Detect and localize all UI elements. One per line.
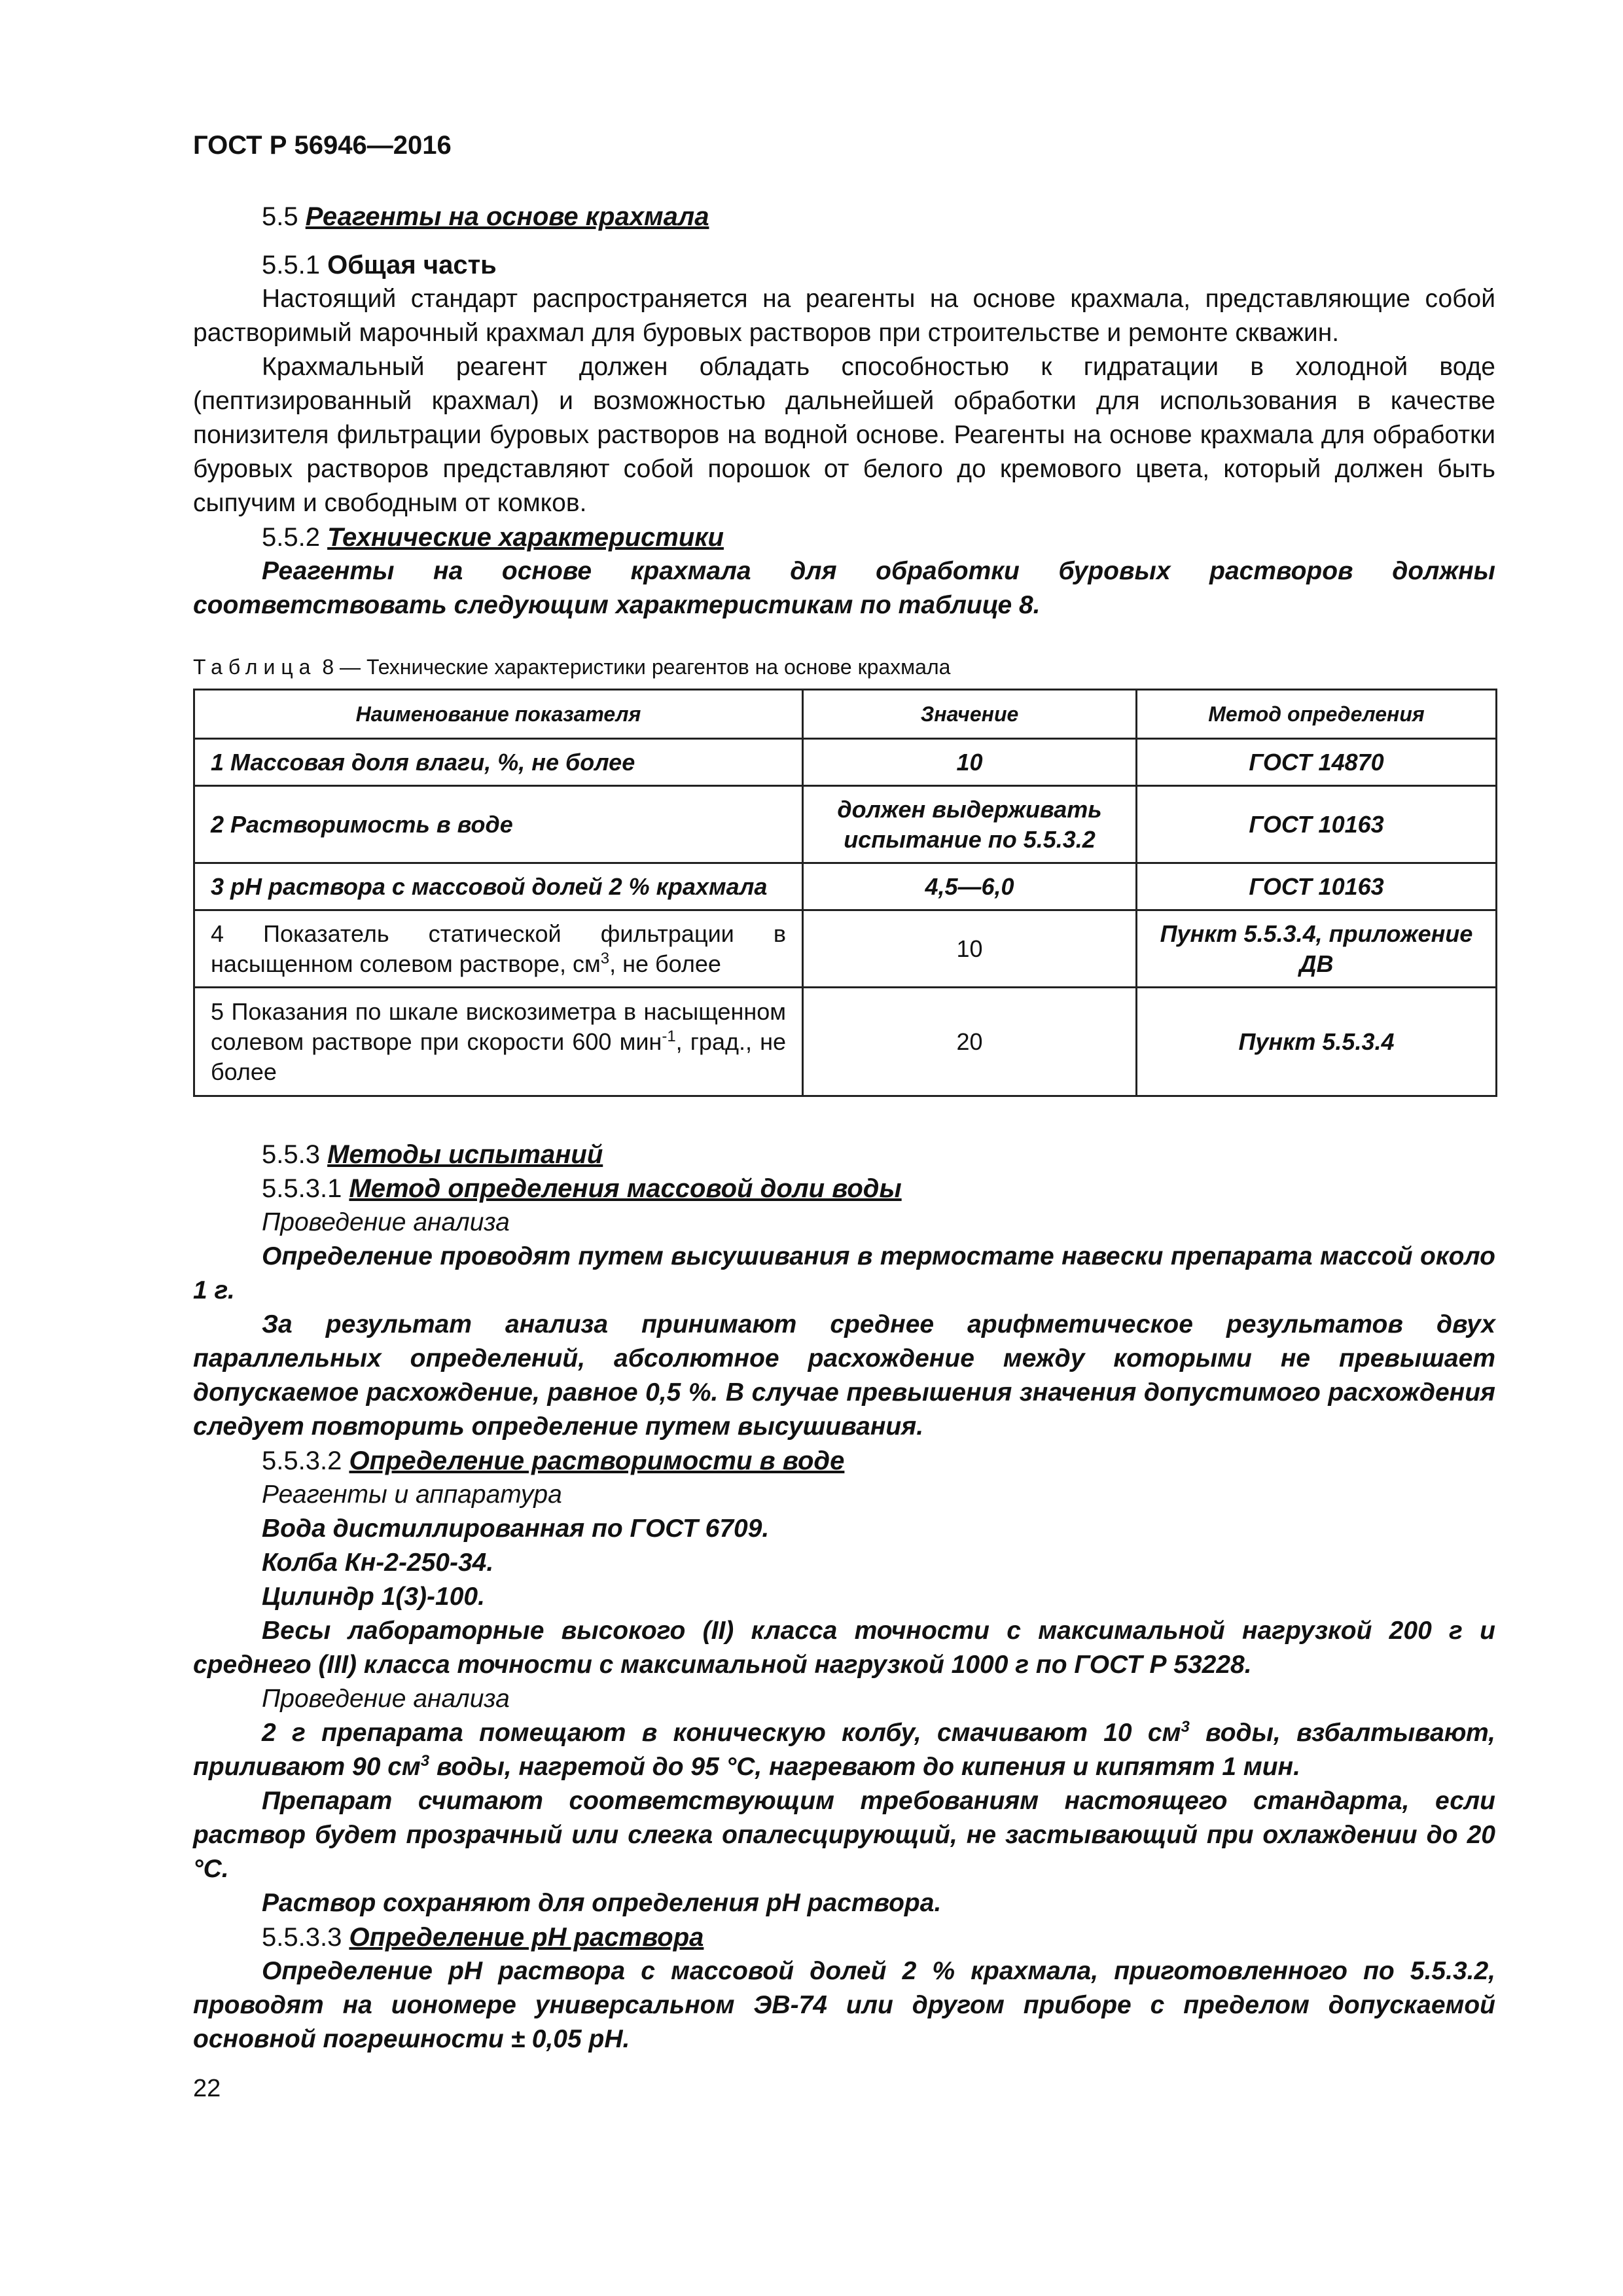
methods-heading: 5.5.3 Методы испытаний bbox=[262, 1140, 603, 1169]
method2-item-4: Весы лабораторные высокого (II) класса точности с максимальной нагрузкой 200 г и среднего (III) класса точности с максимальной нагрузкой 1000 г по ГОСТ Р 53228. bbox=[193, 1617, 1495, 1679]
tech-paragraph: Реагенты на основе крахмала для обработки буровых растворов должны соответствовать следующим характеристикам по таблице 8. bbox=[193, 557, 1495, 619]
subsection-number: 5.5.1 bbox=[262, 251, 320, 279]
table-cell-method: Пункт 5.5.3.4 bbox=[1137, 988, 1497, 1096]
section-heading bbox=[193, 200, 1495, 234]
method1-paragraph-1: Определение проводят путем высушивания в термостате навески препарата массой около 1 г. bbox=[193, 1242, 1495, 1304]
table-cell-name: 2 Растворимость в воде bbox=[194, 786, 803, 863]
method2-subheading-1: Реагенты и аппаратура bbox=[262, 1480, 562, 1509]
method1-subheading: Проведение анализа bbox=[262, 1208, 510, 1236]
table-cell-name: 3 pH раствора с массовой долей 2 % крахмала bbox=[194, 863, 803, 910]
general-paragraph-2: Крахмальный реагент должен обладать способностью к гидратации в холодной воде (пептизированный крахмал) и возможностью дальнейшей обработки для использования в качестве понизителя фильтрации буровых растворов на водной основе. Реагенты на основе крахмала для обработки буровых растворов представляют собой порошок от белого до кремового цвета, который должен быть сыпучим и свободным от комков. bbox=[193, 353, 1495, 517]
document-page bbox=[193, 131, 1495, 2056]
subsection-number: 5.5.2 bbox=[262, 523, 320, 552]
table-cell-name: 1 Массовая доля влаги, %, не более bbox=[194, 739, 803, 786]
method3-title: Определение pH раствора bbox=[349, 1923, 704, 1952]
table-cell-name: 5 Показания по шкале вискозиметра в насыщенном солевом растворе при скорости 600 мин$^{-1}$, град., не более bbox=[194, 988, 803, 1096]
method2-title: Определение растворимости в воде bbox=[349, 1446, 845, 1475]
table-caption bbox=[193, 655, 1495, 679]
method2-item-3: Цилиндр 1(3)-100. bbox=[262, 1583, 485, 1611]
method1-heading: 5.5.3.1 Метод определения массовой доли воды bbox=[262, 1174, 902, 1203]
section-number: 5.5 bbox=[262, 202, 298, 231]
table-cell-method: ГОСТ 14870 bbox=[1137, 739, 1497, 786]
table-header-cell: Значение bbox=[803, 690, 1137, 739]
general-paragraph-1: Настоящий стандарт распространяется на реагенты на основе крахмала, представляющие собой растворимый марочный крахмал для буровых растворов при строительстве и ремонте скважин. bbox=[193, 285, 1495, 347]
table-cell-method: ГОСТ 10163 bbox=[1137, 786, 1497, 863]
table-caption-text: 8 — Технические характеристики реагентов на основе крахмала bbox=[322, 655, 951, 679]
method2-heading: 5.5.3.2 Определение растворимости в воде bbox=[262, 1446, 845, 1475]
characteristics-table bbox=[193, 689, 1497, 1097]
section-title: Реагенты на основе крахмала bbox=[305, 202, 709, 231]
subsection-title: Технические характеристики bbox=[327, 523, 724, 552]
subsection-tech-heading bbox=[193, 520, 1495, 554]
table-row bbox=[194, 786, 1497, 863]
table-cell-value: 4,5—6,0 bbox=[803, 863, 1137, 910]
subsection-general-heading bbox=[193, 248, 1495, 282]
table-row bbox=[194, 863, 1497, 910]
method3-heading: 5.5.3.3 Определение pH раствора bbox=[262, 1923, 704, 1952]
methods-title: Методы испытаний bbox=[327, 1140, 603, 1169]
table-caption-word: Таблица bbox=[193, 655, 317, 679]
table-cell-value: 20 bbox=[803, 988, 1137, 1096]
table-row bbox=[194, 910, 1497, 988]
table-cell-value: 10 bbox=[803, 739, 1137, 786]
table-header-row bbox=[194, 690, 1497, 739]
method2-item-2: Колба Кн-2-250-34. bbox=[262, 1549, 494, 1577]
table-row bbox=[194, 739, 1497, 786]
table-row bbox=[194, 988, 1497, 1096]
table-cell-name: 4 Показатель статической фильтрации в насыщенном солевом растворе, $см^3$, не более bbox=[194, 910, 803, 988]
method1-title: Метод определения массовой доли воды bbox=[349, 1174, 902, 1203]
method2-paragraph-2: Препарат считают соответствующим требованиям настоящего стандарта, если раствор будет прозрачный или слегка опалесцирующий, не застывающий при охлаждении до 20 °С. bbox=[193, 1787, 1495, 1883]
page-number: 22 bbox=[193, 2075, 221, 2102]
method1-paragraph-2: За результат анализа принимают среднее арифметическое результатов двух параллельных определений, абсолютное расхождение между которыми не превышает допускаемое расхождение, равное 0,5 %. В случае превышения значения допустимого расхождения следует повторить определение путем высушивания. bbox=[193, 1310, 1495, 1441]
method2-item-1: Вода дистиллированная по ГОСТ 6709. bbox=[262, 1515, 770, 1543]
document-id-header: ГОСТ Р 56946—2016 bbox=[193, 131, 452, 160]
subsection-title: Общая часть bbox=[327, 251, 497, 279]
method2-subheading-2: Проведение анализа bbox=[262, 1685, 510, 1713]
method3-paragraph-1: Определение pH раствора с массовой долей 2 % крахмала, приготовленного по 5.5.3.2, проводят на иономере универсальном ЭВ-74 или другом приборе с пределом допускаемой основной погрешности ± 0,05 pH. bbox=[193, 1957, 1495, 2053]
method2-paragraph-3: Раствор сохраняют для определения pH раствора. bbox=[262, 1889, 942, 1917]
table-header-cell: Наименование показателя bbox=[194, 690, 803, 739]
table-cell-method: ГОСТ 10163 bbox=[1137, 863, 1497, 910]
method2-paragraph-1: 2 г препарата помещают в коническую колбу, смачивают 10 $см^3$ воды, взбалтывают, приливают 90 $см^3$ воды, нагретой до 95 °С, нагревают до кипения и кипятят 1 мин. bbox=[193, 1718, 1496, 1781]
table-cell-value: 10 bbox=[803, 910, 1137, 988]
table-cell-method: Пункт 5.5.3.4, приложение ДВ bbox=[1137, 910, 1497, 988]
table-header-cell: Метод определения bbox=[1137, 690, 1497, 739]
table-cell-value: должен выдерживать испытание по 5.5.3.2 bbox=[803, 786, 1137, 863]
